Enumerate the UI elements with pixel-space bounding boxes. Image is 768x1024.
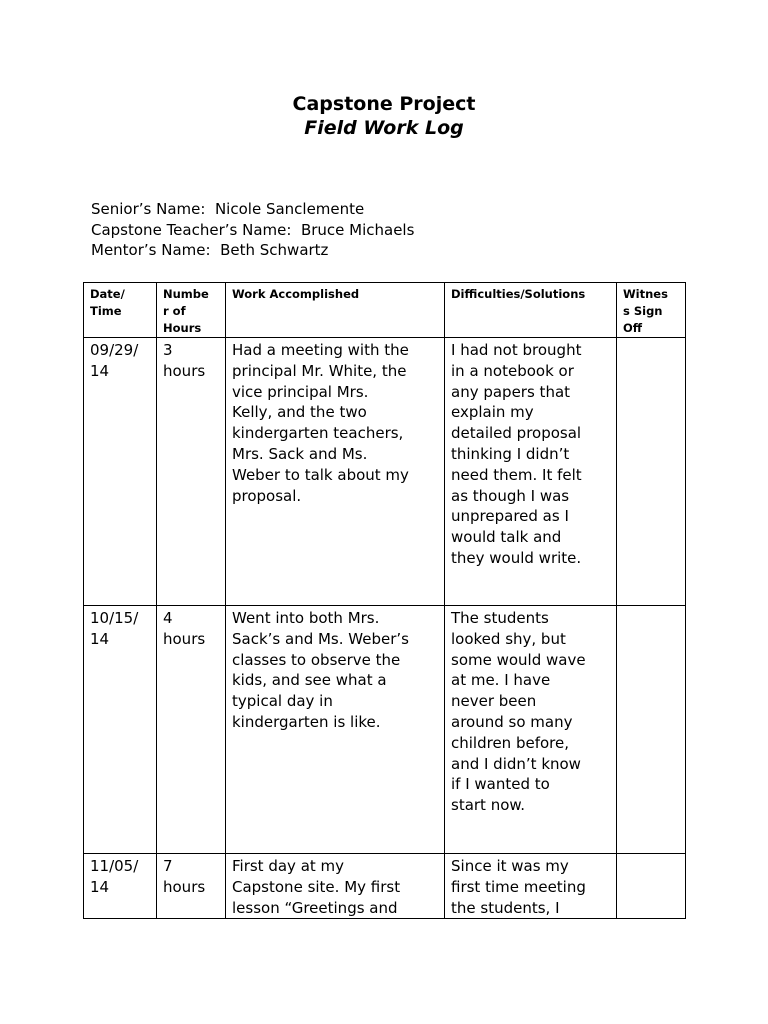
cell-witness [617, 338, 686, 606]
header-work-accomplished: Work Accomplished [226, 283, 445, 338]
field-work-log-table [83, 282, 686, 919]
header-date-time: Date/ Time [84, 283, 157, 338]
header-number-of-hours: Numbe r of Hours [157, 283, 226, 338]
mentor-name: Mentor’s Name: Beth Schwartz [91, 241, 329, 259]
title-block [0, 92, 768, 140]
cell-difficulties: I had not brought in a notebook or any papers that explain my detailed proposal thinking I didn’t need them. It felt as though I was unprepared as I would talk and they would write. [445, 338, 617, 606]
cell-date: 09/29/ 14 [84, 338, 157, 606]
header-difficulties-solutions: Difficulties/Solutions [445, 283, 617, 338]
cell-witness [617, 854, 686, 919]
senior-name: Senior’s Name: Nicole Sanclemente [91, 200, 365, 218]
table-header-row [84, 283, 686, 338]
cell-hours: 7 hours [157, 854, 226, 919]
header-witness-sign-off: Witnes s Sign Off [617, 283, 686, 338]
teacher-name: Capstone Teacher’s Name: Bruce Michaels [91, 220, 415, 239]
cell-date: 11/05/ 14 [84, 854, 157, 919]
student-info [91, 199, 414, 261]
cell-difficulties: The students looked shy, but some would wave at me. I have never been around so many children before, and I didn’t know if I wanted to start now. [445, 606, 617, 854]
cell-witness [617, 606, 686, 854]
cell-difficulties: Since it was my first time meeting the students, I [445, 854, 617, 919]
cell-work: Had a meeting with the principal Mr. White, the vice principal Mrs. Kelly, and the two kindergarten teachers, Mrs. Sack and Ms. Weber to talk about my proposal. [226, 338, 445, 606]
cell-hours: 3 hours [157, 338, 226, 606]
document-subtitle: Field Work Log [304, 117, 464, 139]
cell-work: Went into both Mrs. Sack’s and Ms. Weber’s classes to observe the kids, and see what a typical day in kindergarten is like. [226, 606, 445, 854]
cell-work: First day at my Capstone site. My first lesson “Greetings and [226, 854, 445, 919]
table-row [84, 606, 686, 854]
table-row [84, 854, 686, 919]
cell-date: 10/15/ 14 [84, 606, 157, 854]
document-title: Capstone Project [292, 93, 476, 115]
table-row [84, 338, 686, 606]
cell-hours: 4 hours [157, 606, 226, 854]
